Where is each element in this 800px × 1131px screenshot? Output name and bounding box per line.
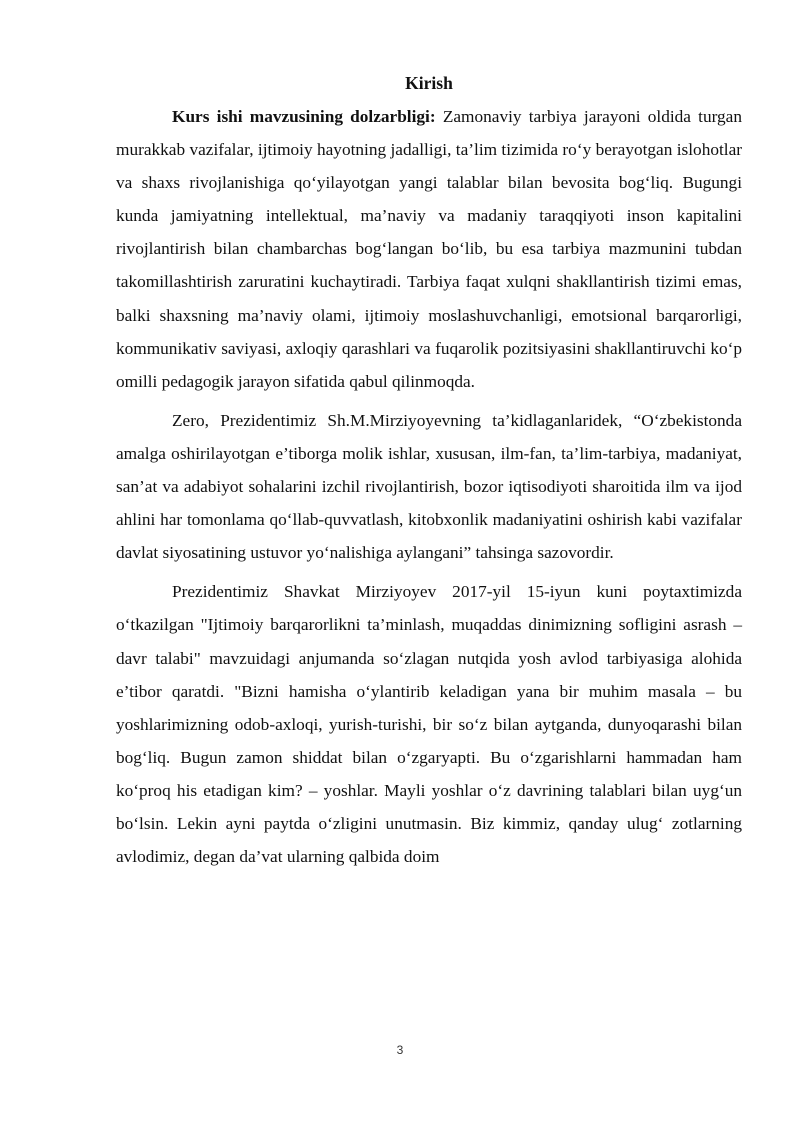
section-title: Kirish [405, 73, 453, 93]
paragraph-president-quote: Zero, Prezidentimiz Sh.M.Mirziyoyevning ta’kidlaganlaridek, “O‘zbekistonda amalga oshirilayotgan e’tiborga molik ishlar, xususan, ilm-fan, ta’lim-tarbiya, madaniyat, san’at va adabiyot sohalarini izchil rivojlantirish, bozor iqtisodiyoti sharoitida ilm va ijod ahlini har tomonlama qo‘llab-quvvatlash, kitobxonlik madaniyatini oshirish kabi vazifalar davlat siyosatining ustuvor yo‘nalishiga aylangani” tahsinga sazovordir. [116, 410, 742, 563]
page-number: 3 [396, 1043, 404, 1057]
paragraph-speech: Prezidentimiz Shavkat Mirziyoyev 2017-yil 15-iyun kuni poytaxtimizda o‘tkazilgan "Ijtimoiy barqarorlikni ta’minlash, muqaddas dinimizning sofligini asrash – davr talabi" mavzuidagi anjumanda so‘zlagan nutqida yosh avlod tarbiyasiga alohida e’tibor qaratdi. "Bizni hamisha o‘ylantirib keladigan yana bir muhim masala – bu yoshlarimizning odob-axloqi, yurish-turishi, bir so‘z bilan aytganda, dunyoqarashi bilan bog‘liq. Bugun zamon shiddat bilan o‘zgaryapti. Bu o‘zgarishlarni hammadan ham ko‘proq his etadigan kim? – yoshlar. Mayli yoshlar o‘z davrining talablari bilan uyg‘un bo‘lsin. Lekin ayni paytda o‘zligini unutmasin. Biz kimmiz, qanday ulug‘ zotlarning avlodimiz, degan da’vat ularning qalbida doim [116, 582, 742, 867]
paragraph-text: Zamonaviy tarbiya jarayoni oldida turgan murakkab vazifalar, ijtimoiy hayotning jadalligi, ta’lim tizimida ro‘y berayotgan islohotlar va shaxs rivojlanishiga qo‘yilayotgan yangi talablar bilan bevosita bog‘liq. Bugungi kunda jamiyatning intellektual, ma’naviy va madaniy taraqqiyoti inson kapitalini rivojlantirish bilan chambarchas bog‘langan bo‘lib, bu esa tarbiya mazmunini tubdan takomillashtirish zaruratini kuchaytiradi. Tarbiya faqat xulqni shakllantirish tizimi emas, balki shaxsning ma’naviy olami, ijtimoiy moslashuvchanligi, emotsional barqarorligi, kommunikativ saviyasi, axloqiy qarashlari va fuqarolik pozitsiyasini shakllantiruvchi ko‘p omilli pedagogik jarayon sifatida qabul qilinmoqda. [116, 107, 742, 391]
paragraph-relevance [116, 100, 742, 398]
document-page [116, 72, 742, 873]
paragraph-lead: Kurs ishi mavzusining dolzarbligi: [172, 107, 436, 126]
